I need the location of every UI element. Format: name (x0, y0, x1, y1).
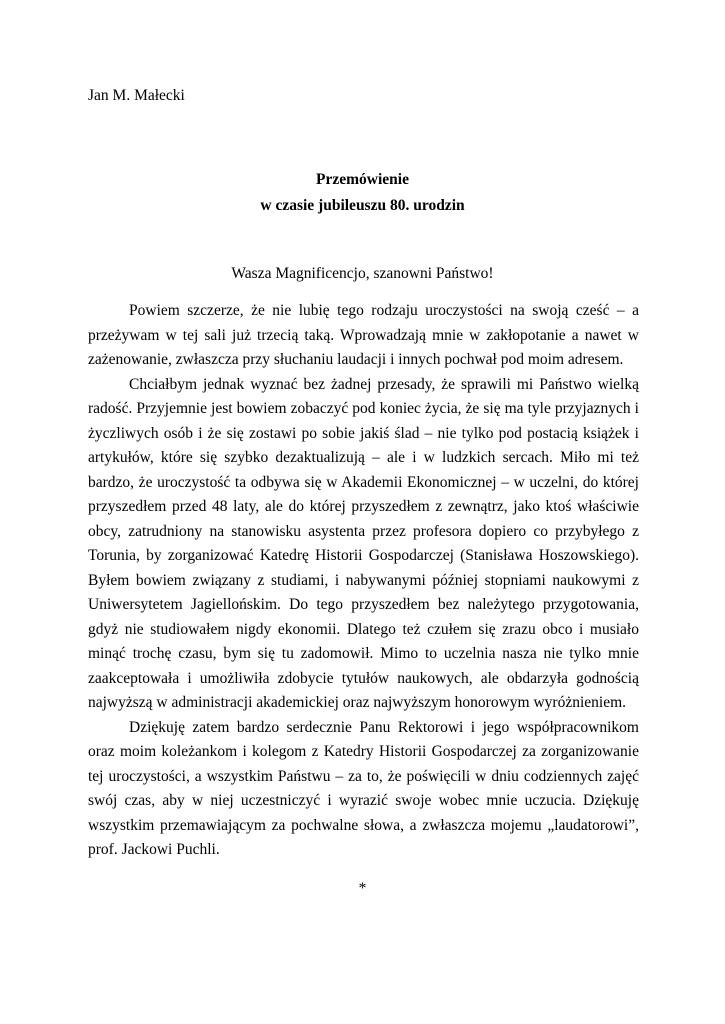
paragraph-3: Dziękuję zatem bardzo serdecznie Panu Rektorowi i jego współpracownikom oraz moim koleżankom i kolegom z Katedry Historii Gospodarczej za zorganizowanie tej uroczystości, a wszystkim Państwu – za to, że poświęcili w dniu codziennych zajęć swój czas, aby w niej uczestniczyć i wyrazić swoje wobec mnie uczucia. Dziękuję wszystkim przemawiającym za pochwalne słowa, a zwłaszcza mojemu „laudatorowi”, prof. Jackowi Puchli. (88, 718, 639, 858)
body-text (88, 299, 639, 863)
salutation: Wasza Magnificencjo, szanowni Państwo! (231, 265, 494, 282)
author-name: Jan M. Małecki (88, 87, 185, 104)
paragraph-2: Chciałbym jednak wyznać bez żadnej przesady, że sprawili mi Państwo wielką radość. Przyjemnie jest bowiem zobaczyć pod koniec życia, że się ma tyle przyjaznych i życzliwych osób i że się zostawi po sobie jakiś ślad – nie tylko pod postacią książek i artykułów, które się szybko dezaktualizują – ale i w ludzkich sercach. Miło mi też bardzo, że uroczystość ta odbywa się w Akademii Ekonomicznej – w uczelni, do której przyszedłem przed 48 laty, ale do której przyszedłem z zewnątrz, jako ktoś właściwie obcy, zatrudniony na stanowisku asystenta przez profesora dopiero co przybyłego z Torunia, by zorganizować Katedrę Historii Gospodarczej (Stanisława Hoszowskiego). Byłem bowiem związany z studiami, i nabywanymi później stopniami naukowymi z Uniwersytetem Jagiellońskim. Do tego przyszedłem bez należytego przygotowania, gdyż nie studiowałem nigdy ekonomii. Dlatego też czułem się zrazu obco i musiało minąć trochę czasu, bym się tu zadomowił. Mimo to uczelnia nasza nie tylko mnie zaakceptowała i umożliwiła zdobycie tytułów naukowych, ale obdarzyła godnością najwyższą w administracji akademickiej oraz najwyższym honorowym wyróżnieniem. (88, 375, 639, 711)
paragraph-1: Powiem szczerze, że nie lubię tego rodzaju uroczystości na swoją cześć – a przeżywam w tej sali już trzecią taką. Wprowadzają mnie w zakłopotanie a nawet w zażenowanie, zwłaszcza przy słuchaniu laudacji i innych pochwał pod moim adresem. (88, 302, 639, 368)
document-subtitle: w czasie jubileuszu 80. urodzin (260, 197, 465, 214)
document-title: Przemówienie (316, 171, 409, 188)
section-separator: * (358, 880, 367, 897)
